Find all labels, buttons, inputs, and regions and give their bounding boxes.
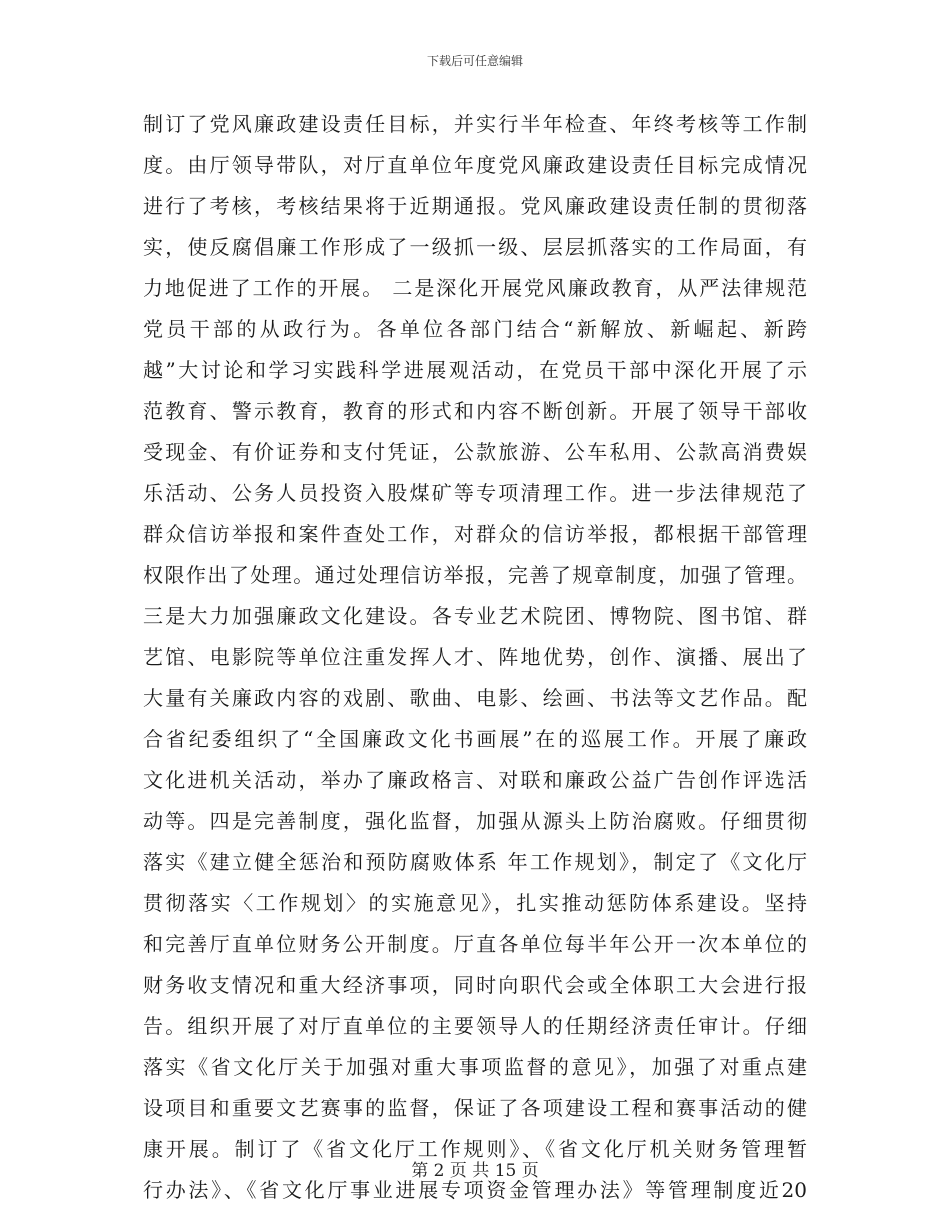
body-line-7: 越”大讨论和学习实践科学进展观活动，在党员干部中深化开展了示 <box>143 358 807 382</box>
body-line-13: 三是大力加强廉政文化建设。各专业艺术院团、博物院、图书馆、群 <box>143 604 807 628</box>
body-line-10: 乐活动、公务人员投资入股煤矿等专项清理工作。进一步法律规范了 <box>143 481 807 505</box>
body-line-19: 落实《建立健全惩治和预防腐败体系 年工作规划》，制定了《文化厅 <box>143 850 807 874</box>
body-line-20: 贯彻落实〈工作规划〉的实施意见》，扎实推动惩防体系建设。坚持 <box>143 891 807 915</box>
body-line-17: 文化进机关活动，举办了廉政格言、对联和廉政公益广告创作评选活 <box>143 768 807 792</box>
body-line-26: 康开展。制订了《省文化厅工作规则》、《省文化厅机关财务管理暂 <box>143 1137 807 1161</box>
body-line-16: 合省纪委组织了“全国廉政文化书画展”在的巡展工作。开展了廉政 <box>143 727 807 751</box>
page-number: 第 2 页 共 15 页 <box>411 1161 539 1181</box>
body-line-23: 告。组织开展了对厅直单位的主要领导人的任期经济责任审计。仔细 <box>143 1014 807 1038</box>
body-line-14: 艺馆、电影院等单位注重发挥人才、阵地优势，创作、演播、展出了 <box>143 645 807 669</box>
body-line-3: 进行了考核，考核结果将于近期通报。党风廉政建设责任制的贯彻落 <box>143 194 807 218</box>
body-line-25: 设项目和重要文艺赛事的监督，保证了各项建设工程和赛事活动的健 <box>143 1096 807 1120</box>
body-line-15: 大量有关廉政内容的戏剧、歌曲、电影、绘画、书法等文艺作品。配 <box>143 686 807 710</box>
body-line-12: 权限作出了处理。通过处理信访举报，完善了规章制度，加强了管理。 <box>143 563 807 587</box>
body-line-5: 力地促进了工作的开展。 二是深化开展党风廉政教育，从严法律规范 <box>143 276 807 300</box>
body-line-21: 和完善厅直单位财务公开制度。厅直各单位每半年公开一次本单位的 <box>143 932 807 956</box>
body-line-9: 受现金、有价证券和支付凭证，公款旅游、公车私用、公款高消费娱 <box>143 440 807 464</box>
body-line-11: 群众信访举报和案件查处工作，对群众的信访举报，都根据干部管理 <box>143 522 807 546</box>
body-line-2: 度。由厅领导带队，对厅直单位年度党风廉政建设责任目标完成情况 <box>143 153 807 177</box>
body-line-4: 实，使反腐倡廉工作形成了一级抓一级、层层抓落实的工作局面，有 <box>143 235 807 259</box>
body-line-6: 党员干部的从政行为。各单位各部门结合“新解放、新崛起、新跨 <box>143 317 807 341</box>
body-line-22: 财务收支情况和重大经济事项，同时向职代会或全体职工大会进行报 <box>143 973 807 997</box>
body-line-24: 落实《省文化厅关于加强对重大事项监督的意见》，加强了对重点建 <box>143 1055 807 1079</box>
body-line-8: 范教育、警示教育，教育的形式和内容不断创新。开展了领导干部收 <box>143 399 807 423</box>
body-line-1: 制订了党风廉政建设责任目标，并实行半年检查、年终考核等工作制 <box>143 112 807 136</box>
body-line-27: 行办法》、《省文化厅事业进展专项资金管理办法》等管理制度近20 <box>143 1178 807 1202</box>
document-body <box>143 104 807 1211</box>
page-header: 下载后可任意编辑 <box>426 54 523 68</box>
body-line-18: 动等。四是完善制度，强化监督，加强从源头上防治腐败。仔细贯彻 <box>143 809 807 833</box>
